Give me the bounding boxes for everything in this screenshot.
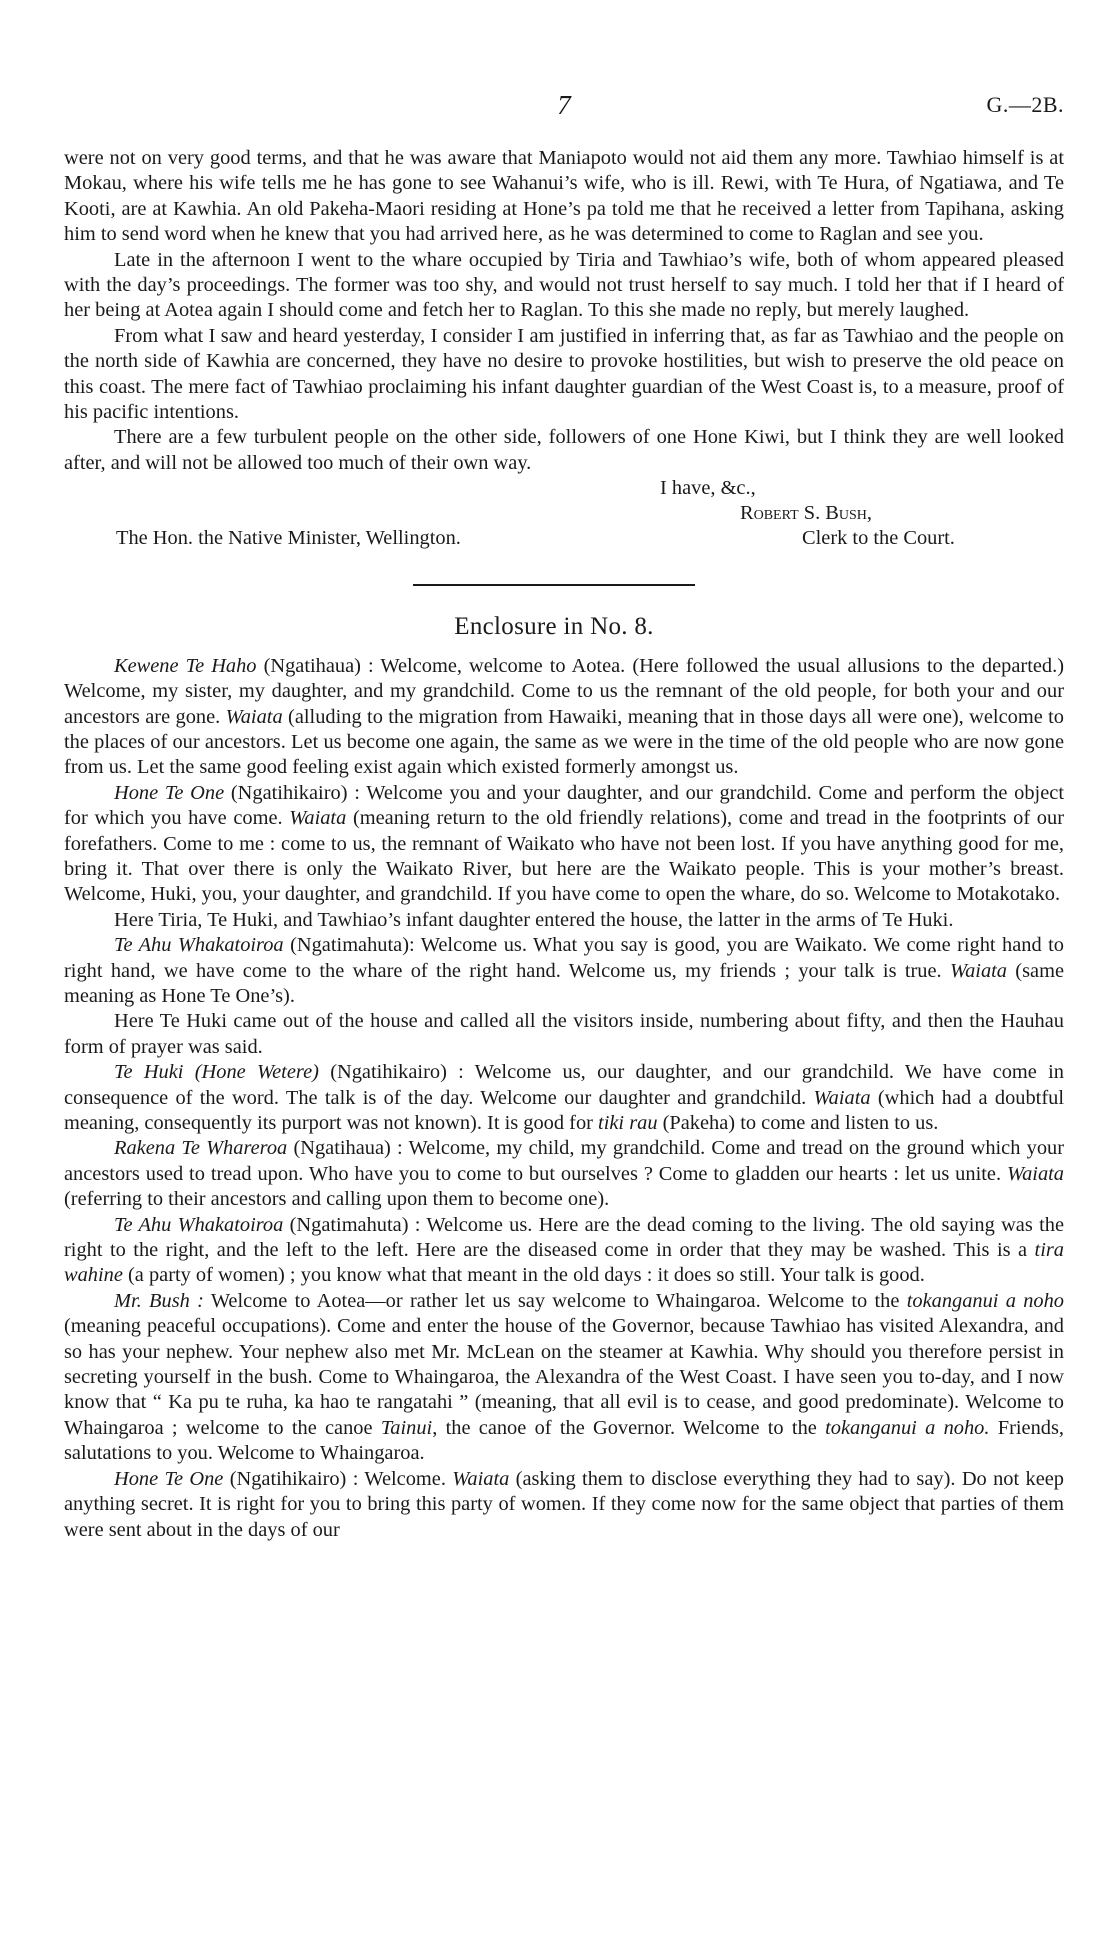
- speaker-name: Te Ahu Whakatoiroa: [114, 934, 284, 957]
- speaker-name: Mr. Bush :: [114, 1289, 204, 1312]
- enclosure-paragraph: [64, 1060, 1064, 1136]
- canoe-name: Tainui: [380, 1416, 433, 1439]
- speech-text: Welcome to Aotea—or rather let us say welcome to Whaingaroa. Welcome to the: [203, 1289, 907, 1312]
- page-number: 7: [557, 90, 571, 120]
- enclosure-paragraph: [64, 1136, 1064, 1212]
- waiata-term: Waiata: [289, 807, 347, 830]
- enclosure-heading: Enclosure in No. 8.: [454, 613, 654, 641]
- speech-text: (Ngatihikairo) : Welcome us, our daughter, and our grandchild. We have come in consequence of the word. The talk is of the day. Welcome our daughter and grandchild.: [64, 1061, 1064, 1109]
- speech-text: (meaning return to the old friendly relations), come and tread in the footprints of our forefathers. Come to me : come to us, the remnant of Waikato who have not been lost. If you have anything good for me, bring it. That over there is only the Waikato River, but here are the Waikato people. This is your mother’s breast. Welcome, Huki, you, your daughter, and grandchild. If you have come to open the whare, do so. Welcome to Motakotako.: [64, 807, 1064, 906]
- waiata-term: Waiata: [1006, 1162, 1064, 1185]
- speech-text: (Ngatihaua) : Welcome, my child, my grandchild. Come and tread on the ground which your ancestors used to tread upon. Who have you to come to but ourselves ? Come to gladden our hearts : let us unite.: [64, 1137, 1065, 1185]
- speech-text: (same meaning as Hone Te One’s).: [64, 959, 1064, 1007]
- waiata-term: Waiata: [813, 1086, 871, 1109]
- enclosure-paragraph: [64, 1213, 1064, 1289]
- speaker-name: Te Ahu Whakatoiroa: [114, 1213, 284, 1236]
- speech-text: (Ngatihikairo) : Welcome you and your daughter, and our grandchild. Come and perform the object for which you have come.: [64, 781, 1064, 830]
- enclosure-paragraph: [64, 933, 1064, 1009]
- speech-text: (meaning peaceful occupations). Come and enter the house of the Governor, because Tawhiao has visited Alexandra, and so has your nephew. Your nephew also met Mr. McLean on the steamer at Kawhia. Why should you therefore persist in secreting yourself in the bush. Come to Whaingaroa, the Alexandra of the West Coast. I have seen you to-day, and I now know that “ Ka pu te ruha, ka hao te rangatahi ” (meaning, that all evil is to cease, and good predominate). Welcome to Whaingaroa ; welcome to the canoe: [64, 1315, 1064, 1439]
- speech-text: (Pakeha) to come and listen to us.: [657, 1112, 939, 1134]
- signature-block: [64, 476, 1064, 552]
- letter-paragraph: From what I saw and heard yesterday, I consider I am justified in inferring that, as far as Tawhiao and the people on the north side of Kawhia are concerned, they have no desire to provoke hostilities, but wish to preserve the old peace on this coast. The mere fact of Tawhiao proclaiming his infant daughter guardian of the West Coast is, to a measure, proof of his pacific intentions.: [64, 324, 1064, 424]
- enclosure-paragraph: Here Te Huki came out of the house and called all the visitors inside, numbering about fifty, and then the Hauhau form of prayer was said.: [64, 1010, 1064, 1058]
- speech-text: (Ngatihaua) : Welcome, welcome to Aotea. (Here followed the usual allusions to the departed.) Welcome, my sister, my daughter, and my grandchild. Come to us the remnant of the old people, for both your and our ancestors are gone.: [64, 654, 1064, 728]
- document-code: G.—2B.: [986, 92, 1064, 117]
- speech-text: (referring to their ancestors and calling upon them to become one).: [64, 1188, 610, 1211]
- speaker-name: Kewene Te Haho: [114, 654, 257, 677]
- maori-term: tokanganui a noho: [906, 1289, 1065, 1312]
- signature-addressee: The Hon. the Native Minister, Wellington.: [116, 527, 461, 550]
- letter-paragraph: There are a few turbulent people on the other side, followers of one Hone Kiwi, but I think they are well looked after, and will not be allowed too much of their own way.: [64, 426, 1064, 474]
- waiata-term: Waiata: [452, 1467, 510, 1490]
- section-divider: [413, 584, 695, 586]
- page-body: [64, 146, 1064, 1543]
- speech-text: Friends, salutations to you. Welcome to Whaingaroa.: [64, 1416, 1065, 1465]
- speech-text: (alluding to the migration from Hawaiki, meaning that in those days all were one), welcome to the places of our ancestors. Let us become one again, the same as we were in the time of the old people who are now gone from us. Let the same good feeling exist again which existed formerly amongst us.: [64, 705, 1064, 779]
- speech-text: (a party of women) ; you know what that meant in the old days : it does so still. Your talk is good.: [122, 1264, 925, 1287]
- maori-term: tira wahine: [64, 1239, 1064, 1287]
- page-header: [64, 90, 1064, 124]
- speech-text: , the canoe of the Governor. Welcome to the: [432, 1416, 826, 1439]
- speech-text: (Ngatimahuta): Welcome us. What you say is good, you are Waikato. We come right hand to right hand, we have come to the whare of the right hand. Welcome us, my friends ; your talk is true.: [64, 934, 1064, 982]
- enclosure-paragraph: [64, 1289, 1064, 1467]
- maori-term: tokanganui a noho.: [825, 1416, 990, 1439]
- speech-text: (Ngatihikairo) : Welcome.: [223, 1467, 453, 1490]
- enclosure-paragraph: [64, 1467, 1064, 1543]
- speech-text: (which had a doubtful meaning, consequently its purport was not known). It is good for: [64, 1086, 1064, 1134]
- waiata-term: Waiata: [225, 705, 283, 728]
- speech-text: (asking them to disclose everything they had to say). Do not keep anything secret. It is right for you to bring this party of women. If they come now for the same object that parties of them were sent about in the days of our: [64, 1467, 1064, 1541]
- speaker-name: Hone Te One: [114, 1467, 224, 1490]
- enclosure-paragraph: Here Tiria, Te Huki, and Tawhiao’s infant daughter entered the house, the latter in the arms of Te Huki.: [114, 908, 954, 931]
- speaker-name: Hone Te One: [114, 781, 225, 804]
- enclosure-paragraph: [64, 654, 1064, 781]
- waiata-term: Waiata: [949, 959, 1007, 982]
- speech-text: (Ngatimahuta) : Welcome us. Here are the dead coming to the living. The old saying was the right to the right, and the left to the left. Here are the diseased come in order that they may be washed. This is a: [64, 1213, 1064, 1262]
- signature-title: Clerk to the Court.: [802, 527, 955, 550]
- maori-term: tiki rau: [598, 1112, 658, 1134]
- enclosure-paragraph: [64, 781, 1064, 908]
- speaker-name: Te Huki (Hone Wetere): [114, 1061, 319, 1084]
- letter-paragraph: were not on very good terms, and that he was aware that Maniapoto would not aid them any more. Tawhiao himself is at Mokau, where his wife tells me he has gone to see Wahanui’s wife, who is ill. Rewi, with Te Hura, of Ngatiawa, and Te Kooti, are at Kawhia. An old Pakeha-Maori residing at Hone’s pa told me that he received a letter from Tapihana, asking him to send word when he knew that you had arrived here, as he was determined to come to Raglan and see you.: [64, 147, 1064, 246]
- signature-name: Robert S. Bush,: [740, 502, 872, 525]
- signature-closing: I have, &c.,: [660, 477, 756, 500]
- letter-paragraph: Late in the afternoon I went to the whare occupied by Tiria and Tawhiao’s wife, both of whom appeared pleased with the day’s proceedings. The former was too shy, and would not trust herself to say much. I told her that if I heard of her being at Aotea again I should come and fetch her to Raglan. To this she made no reply, but merely laughed.: [64, 248, 1064, 322]
- speaker-name: Rakena Te Whareroa: [114, 1137, 288, 1160]
